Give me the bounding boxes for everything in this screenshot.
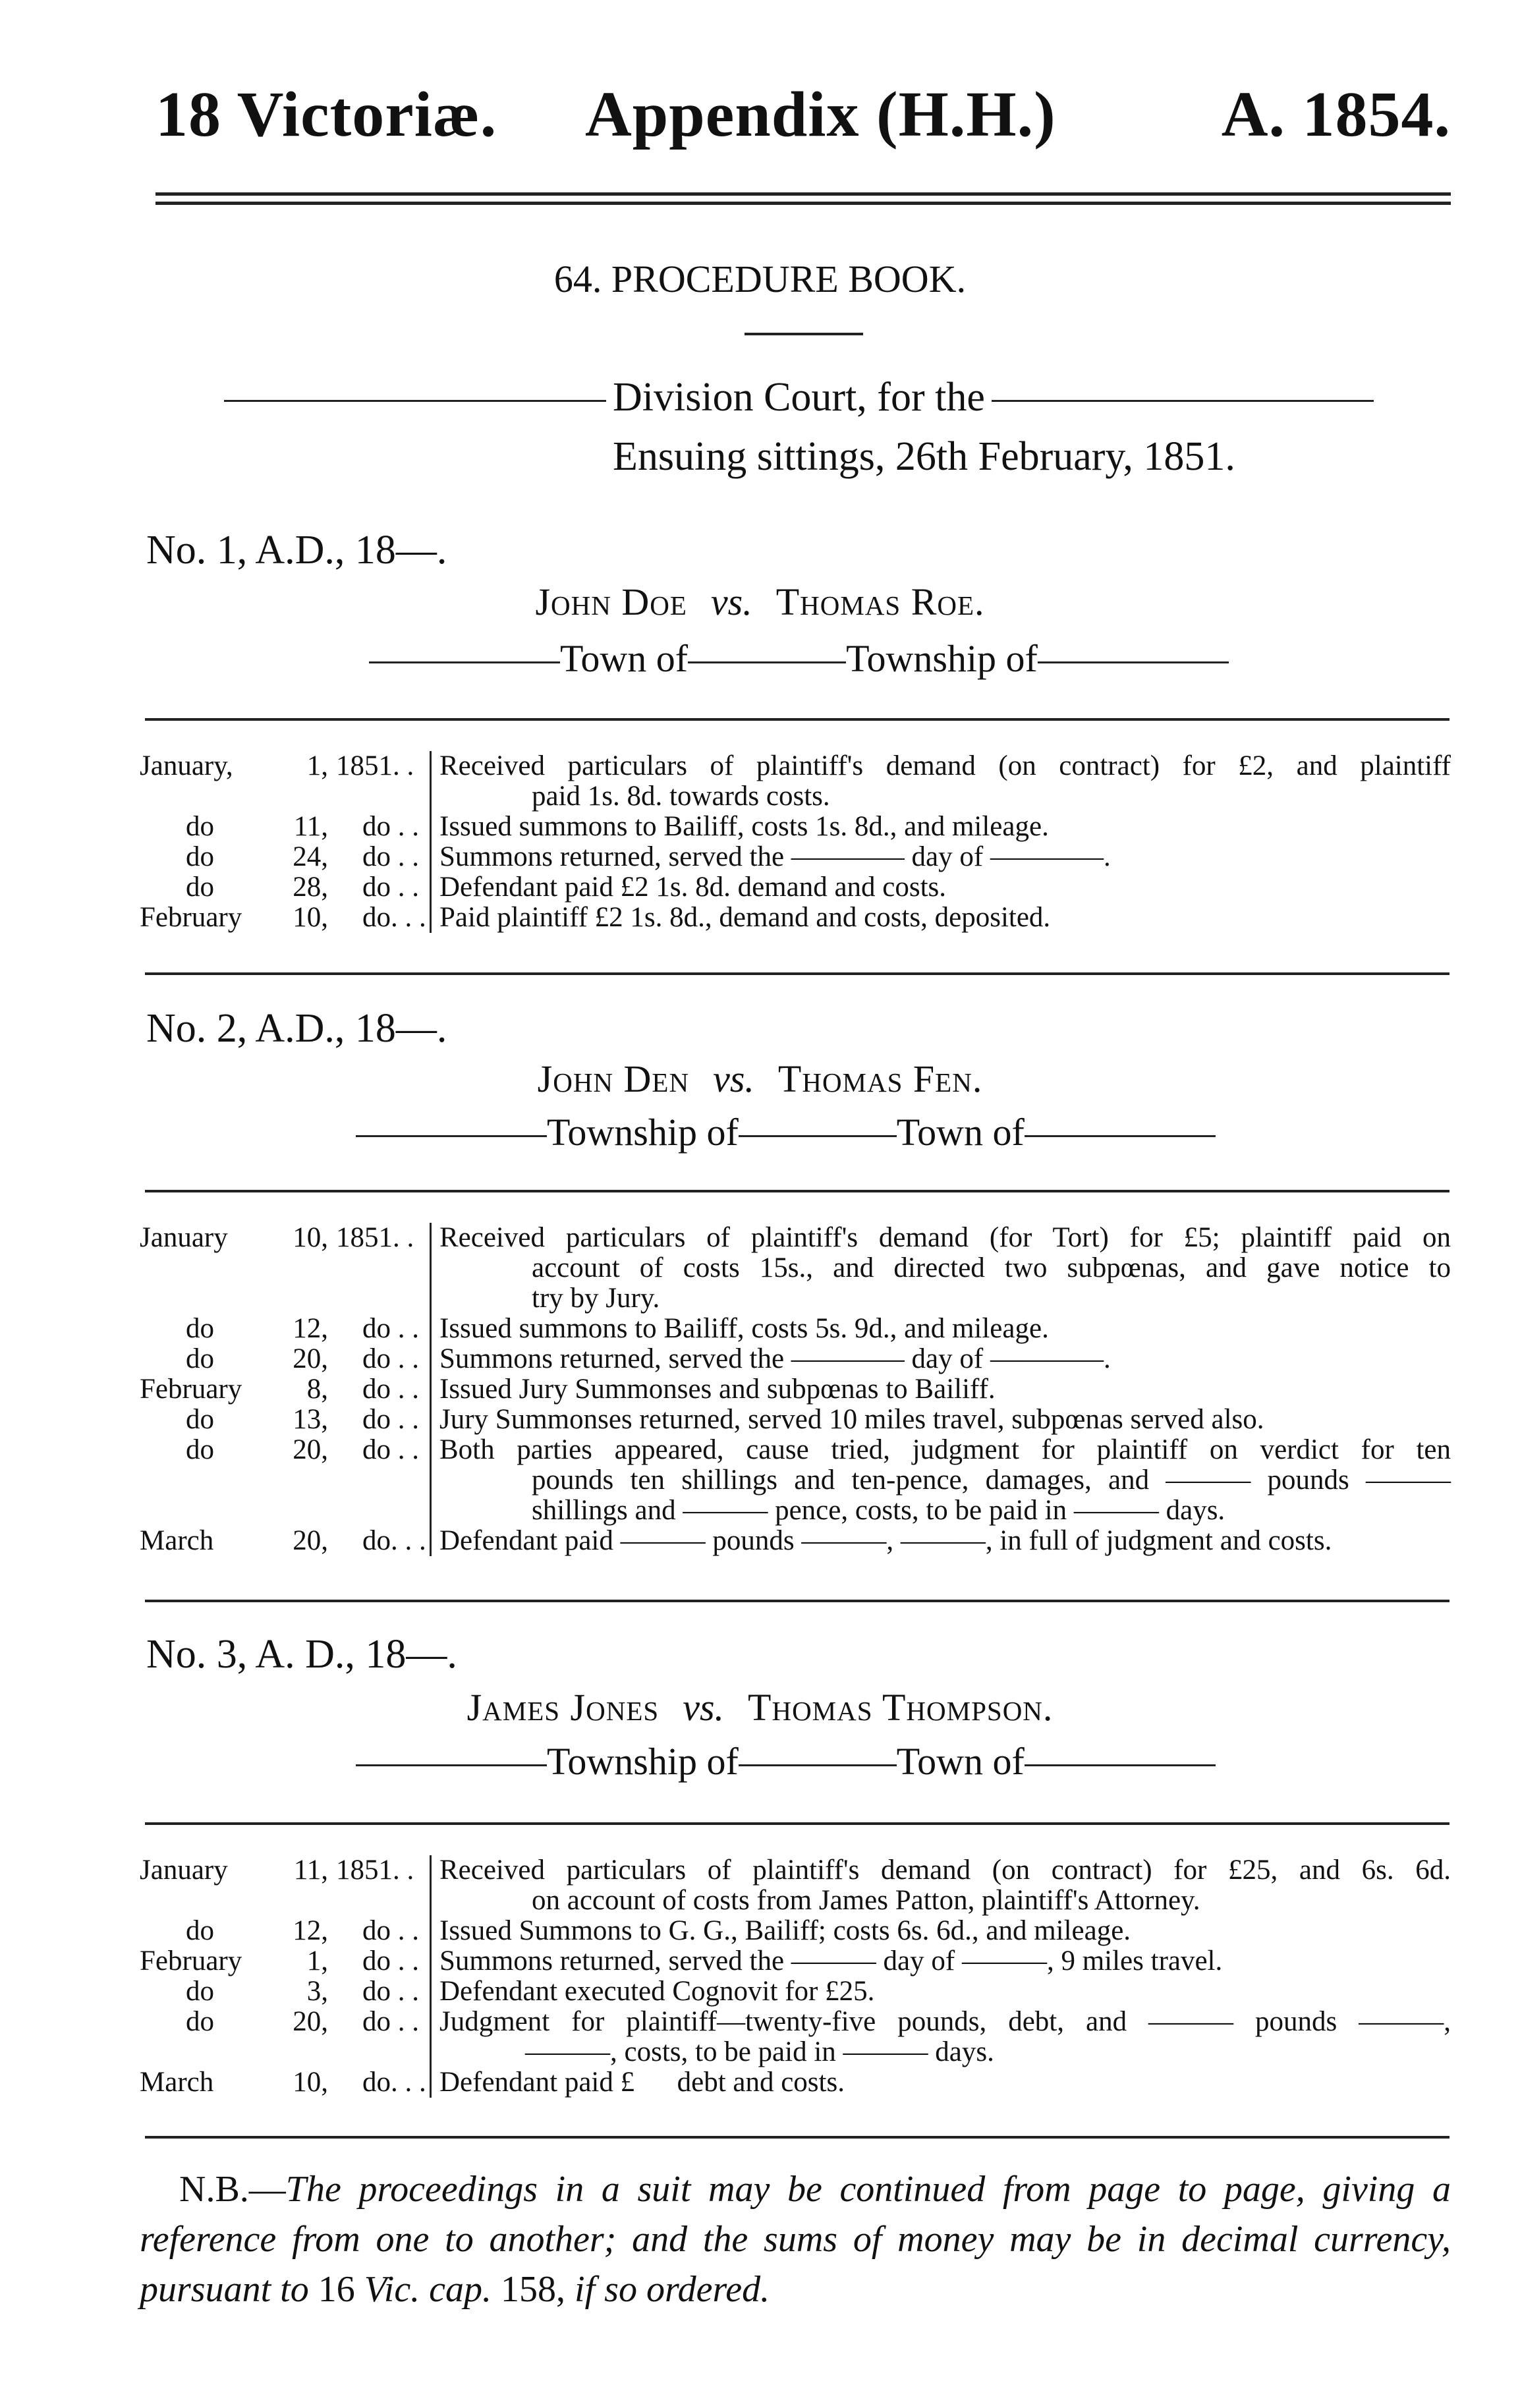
case-parties: James Jones vs. Thomas Thompson. <box>466 1686 1054 1729</box>
table-row: do 3, do . . Defendant executed Cognovit for £25. <box>140 1976 1451 2007</box>
table-row: January, 1, 1851. . Received particulars of plaintiff's demand (on contract) for £2, and plaintiff paid 1s. 8d. towards costs. <box>140 750 1451 812</box>
ledger-bottom-rule <box>145 1600 1450 1602</box>
table-row: do 11, do . . Issued summons to Bailiff, costs 1s. 8d., and mileage. <box>140 812 1451 842</box>
case-places: Township of Town of <box>356 1110 1216 1154</box>
title-rule <box>745 333 863 335</box>
table-row: February 10, do. . . Paid plaintiff £2 1s. 8d., demand and costs, deposited. <box>140 903 1451 933</box>
table-row: February 1, do . . Summons returned, served the ——— day of ———, 9 miles travel. <box>140 1946 1451 1976</box>
header-right: A. 1854. <box>1221 79 1451 150</box>
ledger-top-rule <box>145 1822 1450 1825</box>
table-row: do 20, do . . Both parties appeared, cause tried, judgment for plaintiff on verdict for ten pounds ten shillings and ten-pence, damages, and ——— pounds ——— shillings and ——— pence, costs, to be paid in ——— days. <box>186 1434 1451 1526</box>
case-number: No. 3, A. D., 18—. <box>146 1632 457 1677</box>
footnote: N.B.—The proceedings in a suit may be continued from page to page, giving a reference from one to another; and the sums of money may be in decimal currency, pursuant to 16 Vic. cap. 158, if so ordered. <box>140 2169 1451 2310</box>
case-places: Town of Township of <box>369 636 1229 681</box>
header-rule-bottom <box>155 202 1451 205</box>
court-line-1: Division Court, for the <box>224 374 1374 421</box>
ledger-top-rule <box>145 718 1450 721</box>
ledger-bottom-rule <box>145 2136 1450 2139</box>
table-row: do 12, do . . Issued summons to Bailiff, costs 5s. 9d., and mileage. <box>140 1314 1451 1344</box>
table-row: do 20, do . . Judgment for plaintiff—twenty-five pounds, debt, and ——— pounds ———, ———, costs, to be paid in ——— days. <box>186 2006 1451 2067</box>
case-number: No. 2, A.D., 18—. <box>146 1006 447 1051</box>
ledger-case-3 <box>140 1855 1451 2098</box>
note-label: N.B.— <box>179 2169 286 2210</box>
table-row: March 10, do. . . Defendant paid £ debt and costs. <box>140 2067 1451 2098</box>
defendant-name: Thomas Thompson. <box>748 1686 1054 1729</box>
case-places: Township of Town of <box>356 1739 1216 1783</box>
defendant-name: Thomas Roe. <box>775 580 985 623</box>
table-row: March 20, do. . . Defendant paid ——— pounds ———, ———, in full of judgment and costs. <box>140 1526 1451 1556</box>
case-parties: John Den vs. Thomas Fen. <box>537 1057 983 1100</box>
ledger-case-2 <box>140 1223 1451 1556</box>
header-center: Appendix (H.H.) <box>585 79 1056 150</box>
table-row: February 8, do . . Issued Jury Summonses and subpœnas to Bailiff. <box>140 1374 1451 1405</box>
header-rule-top <box>155 192 1451 196</box>
plaintiff-name: James Jones <box>466 1686 660 1729</box>
table-row: do 28, do . . Defendant paid £2 1s. 8d. demand and costs. <box>140 872 1451 903</box>
header-left: 18 Victoriæ. <box>155 79 497 150</box>
case-parties: John Doe vs. Thomas Roe. <box>535 580 985 623</box>
ledger-case-1 <box>140 751 1451 933</box>
page-title: 64. PROCEDURE BOOK. <box>553 258 967 300</box>
table-row: do 24, do . . Summons returned, served the ———— day of ————. <box>140 842 1451 872</box>
plaintiff-name: John Den <box>537 1057 690 1100</box>
table-row: do 12, do . . Issued Summons to G. G., Bailiff; costs 6s. 6d., and mileage. <box>140 1916 1451 1946</box>
ledger-bottom-rule <box>145 972 1450 975</box>
case-number: No. 1, A.D., 18—. <box>146 528 447 573</box>
defendant-name: Thomas Fen. <box>777 1057 983 1100</box>
table-row: January 10, 1851. . Received particulars of plaintiff's demand (for Tort) for £5; plaintiff paid on account of costs 15s., and directed two subpœnas, and gave notice to try by Jury. <box>140 1222 1451 1314</box>
table-row: do 20, do . . Summons returned, served the ———— day of ————. <box>140 1344 1451 1374</box>
table-row: January 11, 1851. . Received particulars of plaintiff's demand (on contract) for £25, and 6s. 6d. on account of costs from James Patton, plaintiff's Attorney. <box>140 1855 1451 1916</box>
court-line-2: Ensuing sittings, 26th February, 1851. <box>613 434 1235 479</box>
ledger-top-rule <box>145 1190 1450 1192</box>
plaintiff-name: John Doe <box>535 580 687 623</box>
table-row: do 13, do . . Jury Summonses returned, served 10 miles travel, subpœnas served also. <box>140 1405 1451 1435</box>
